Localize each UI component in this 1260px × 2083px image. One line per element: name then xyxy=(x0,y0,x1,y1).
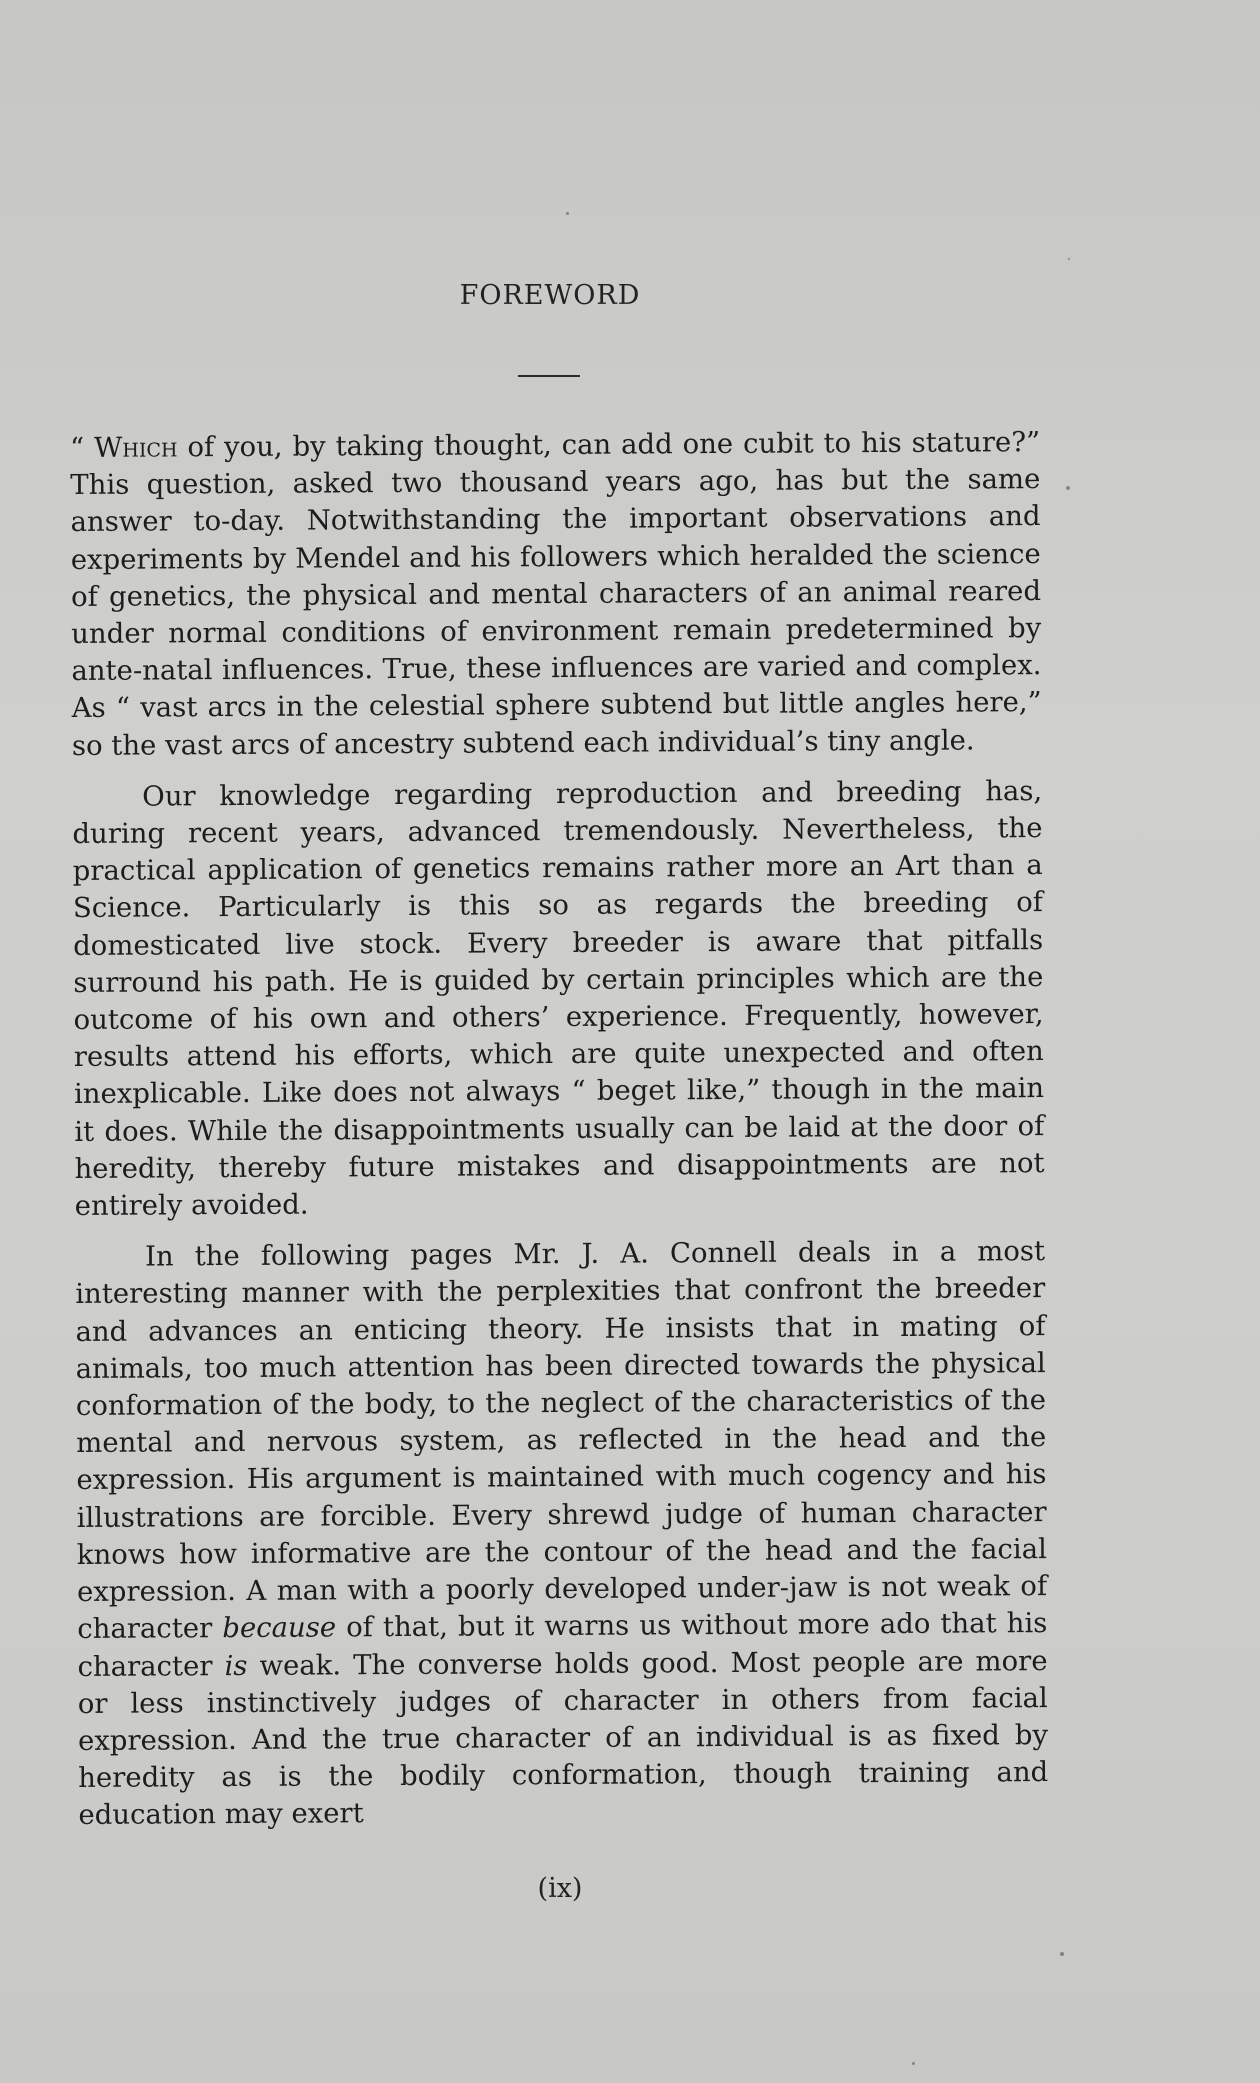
page-number: (ix) xyxy=(537,1873,583,1904)
paper-speck xyxy=(1066,486,1070,490)
small-caps-word: Which xyxy=(93,431,178,464)
italic-is: is xyxy=(224,1649,248,1682)
paragraph-2: Our knowledge regarding reproduction and breeding has, during recent years, advanced tremendously. Nevertheless, the practical application of genetics remains rather more an Art than a Science. Particularly is this so as regards the breeding of domesticated live stock. Every breeder is aware that pitfalls surround his path. He is guided by certain principles which are the outcome of his own and others’ experience. Frequently, however, results attend his efforts, which are quite unexpected and often inexplicable. Like does not always “ beget like,” though in the main it does. While the disappointments usually can be laid at the door of heredity, thereby future mistakes and disappointments are not entirely avoided. xyxy=(72,774,1045,1223)
title-rule xyxy=(518,375,580,377)
body-text xyxy=(70,424,1049,1848)
paragraph-3-text-b: of that, but it warns us without more ado that his character xyxy=(77,1607,1048,1683)
paper-speck xyxy=(1060,1952,1064,1956)
paragraph-1-text: of you, by taking thought, can add one cubit to his stature?” This question, asked two thousand years ago, has but the same answer to-day. Notwithstanding the important observations and experiments by Mendel and his followers which heralded the science of genetics, the physical and mental characters of an animal reared under normal conditions of environment remain predetermined by ante-natal influences. True, these influences are varied and complex. As “ vast arcs in the celestial sphere subtend but little angles here,” so the vast arcs of ancestry subtend each individual’s tiny angle. xyxy=(70,426,1042,762)
paper-speck xyxy=(566,212,569,215)
opening-quote: “ xyxy=(70,431,95,464)
paper-speck xyxy=(1068,258,1070,260)
paragraph-3 xyxy=(75,1233,1049,1834)
paragraph-3-text-a: In the following pages Mr. J. A. Connell deals in a most interesting manner with the perplexities that confront the breeder and advances an enticing theory. He insists that in mating of animals, too much attention has been directed towards the physical conformation of the body, to the neglect of the characteristics of the mental and nervous system, as reflected in the head and the expression. His argument is maintained with much cogency and his illustrations are forcible. Every shrewd judge of human character knows how informative are the contour of the head and the facial expression. A man with a poorly developed under-jaw is not weak of character xyxy=(75,1235,1048,1646)
paper-speck xyxy=(912,2062,915,2065)
paragraph-1 xyxy=(70,424,1042,765)
italic-because: because xyxy=(222,1611,337,1645)
page-title: FOREWORD xyxy=(459,280,641,311)
paragraph-3-text-c: weak. The converse holds good. Most people are more or less instinctively judges of character in others from facial expression. And the true character of an individual is as fixed by heredity as is the bodily conformation, though training and education may exert xyxy=(77,1644,1049,1832)
